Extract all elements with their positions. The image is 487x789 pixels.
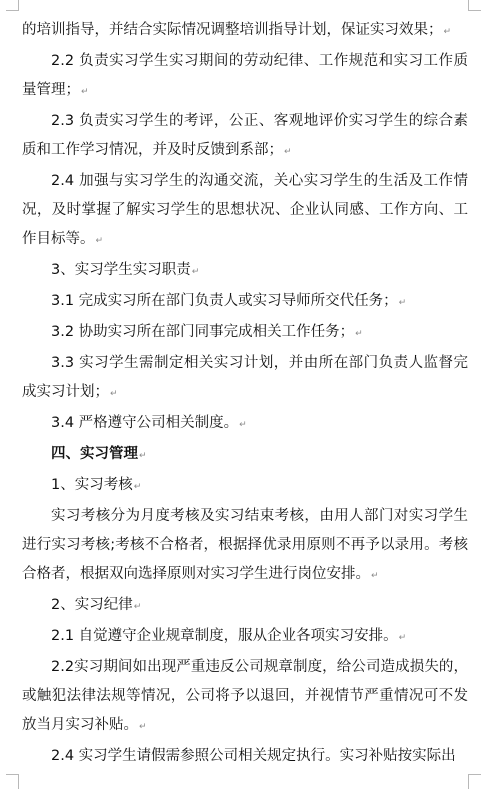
document-body[interactable]	[22, 16, 468, 771]
crop-mark-top-right	[468, 0, 481, 11]
crop-mark-top-left	[6, 0, 19, 11]
paragraph	[22, 471, 468, 502]
paragraph-mark-icon: ↵	[139, 722, 147, 732]
paragraph	[22, 318, 468, 349]
paragraph-mark-icon: ↵	[239, 420, 247, 430]
paragraph	[22, 349, 468, 409]
paragraph	[22, 591, 468, 622]
paragraph-mark-icon: ↵	[95, 236, 104, 246]
paragraph-text: 3.4 严格遵守公司相关制度。	[51, 415, 239, 431]
paragraph	[22, 409, 468, 440]
paragraph	[22, 502, 468, 591]
paragraph-mark-icon: ↵	[110, 389, 118, 399]
paragraph-text: 2.4 加强与实习学生的沟通交流，关心实习学生的生活及工作情况，及时掌握了解实习学生的思想状况、企业认同感、工作方向、工作目标等。	[22, 173, 468, 247]
section-heading	[22, 440, 468, 471]
paragraph	[22, 256, 468, 287]
paragraph-mark-icon: ↵	[133, 482, 142, 492]
paragraph-text: 2.3 负责实习学生的考评，公正、客观地评价实习学生的综合素质和工作学习情况，并及时反馈到系部；	[22, 113, 468, 158]
paragraph	[22, 107, 468, 167]
paragraph-text: 2、实习纪律	[51, 597, 133, 613]
paragraph	[22, 47, 468, 107]
paragraph-mark-icon: ↵	[133, 602, 142, 612]
paragraph-mark-icon: ↵	[81, 87, 89, 97]
paragraph	[22, 287, 468, 318]
paragraph-text: 2.2 负责实习学生实习期间的劳动纪律、工作规范和实习工作质量管理；	[22, 53, 468, 98]
paragraph-mark-icon: ↵	[398, 633, 407, 643]
paragraph	[22, 622, 468, 653]
paragraph	[22, 653, 468, 742]
paragraph-text: 四、实习管理	[51, 446, 138, 462]
paragraph-text: 2.2实习期间如出现严重违反公司规章制度，给公司造成损失的，或触犯法律法规等情况，公司将予以退回，并视情节严重情况可不发放当月实习补贴。	[22, 659, 468, 733]
paragraph	[22, 742, 468, 771]
crop-mark-bottom-left	[6, 774, 19, 789]
paragraph-text: 3、实习学生实习职责	[51, 262, 191, 278]
paragraph-mark-icon: ↵	[284, 147, 292, 157]
crop-mark-bottom-right	[468, 774, 481, 789]
paragraph	[22, 167, 468, 256]
paragraph-text: 的培训指导，并结合实际情况调整培训指导计划，保证实习效果；	[22, 22, 443, 38]
paragraph	[22, 16, 468, 47]
paragraph-text: 2.4 实习学生请假需参照公司相关规定执行。实习补贴按实际出	[51, 748, 456, 764]
paragraph-mark-icon: ↵	[139, 451, 147, 461]
paragraph-text: 3.1 完成实习所在部门负责人或实习导师所交代任务；	[51, 293, 398, 309]
paragraph-text: 实习考核分为月度考核及实习结束考核，由用人部门对实习学生进行实习考核;考核不合格者，根据择优录用原则不再予以录用。考核合格者，根据双向选择原则对实习学生进行岗位安排。	[22, 508, 468, 582]
paragraph-mark-icon: ↵	[371, 571, 379, 581]
paragraph-mark-icon: ↵	[191, 267, 200, 277]
paragraph-mark-icon: ↵	[443, 27, 452, 37]
paragraph-text: 1、实习考核	[51, 477, 133, 493]
paragraph-text: 3.3 实习学生需制定相关实习计划，并由所在部门负责人监督完成实习计划；	[22, 355, 468, 400]
paragraph-text: 3.2 协助实习所在部门同事完成相关工作任务；	[51, 324, 355, 340]
paragraph-mark-icon: ↵	[355, 329, 363, 339]
paragraph-text: 2.1 自觉遵守企业规章制度，服从企业各项实习安排。	[51, 628, 398, 644]
paragraph-mark-icon: ↵	[398, 298, 407, 308]
